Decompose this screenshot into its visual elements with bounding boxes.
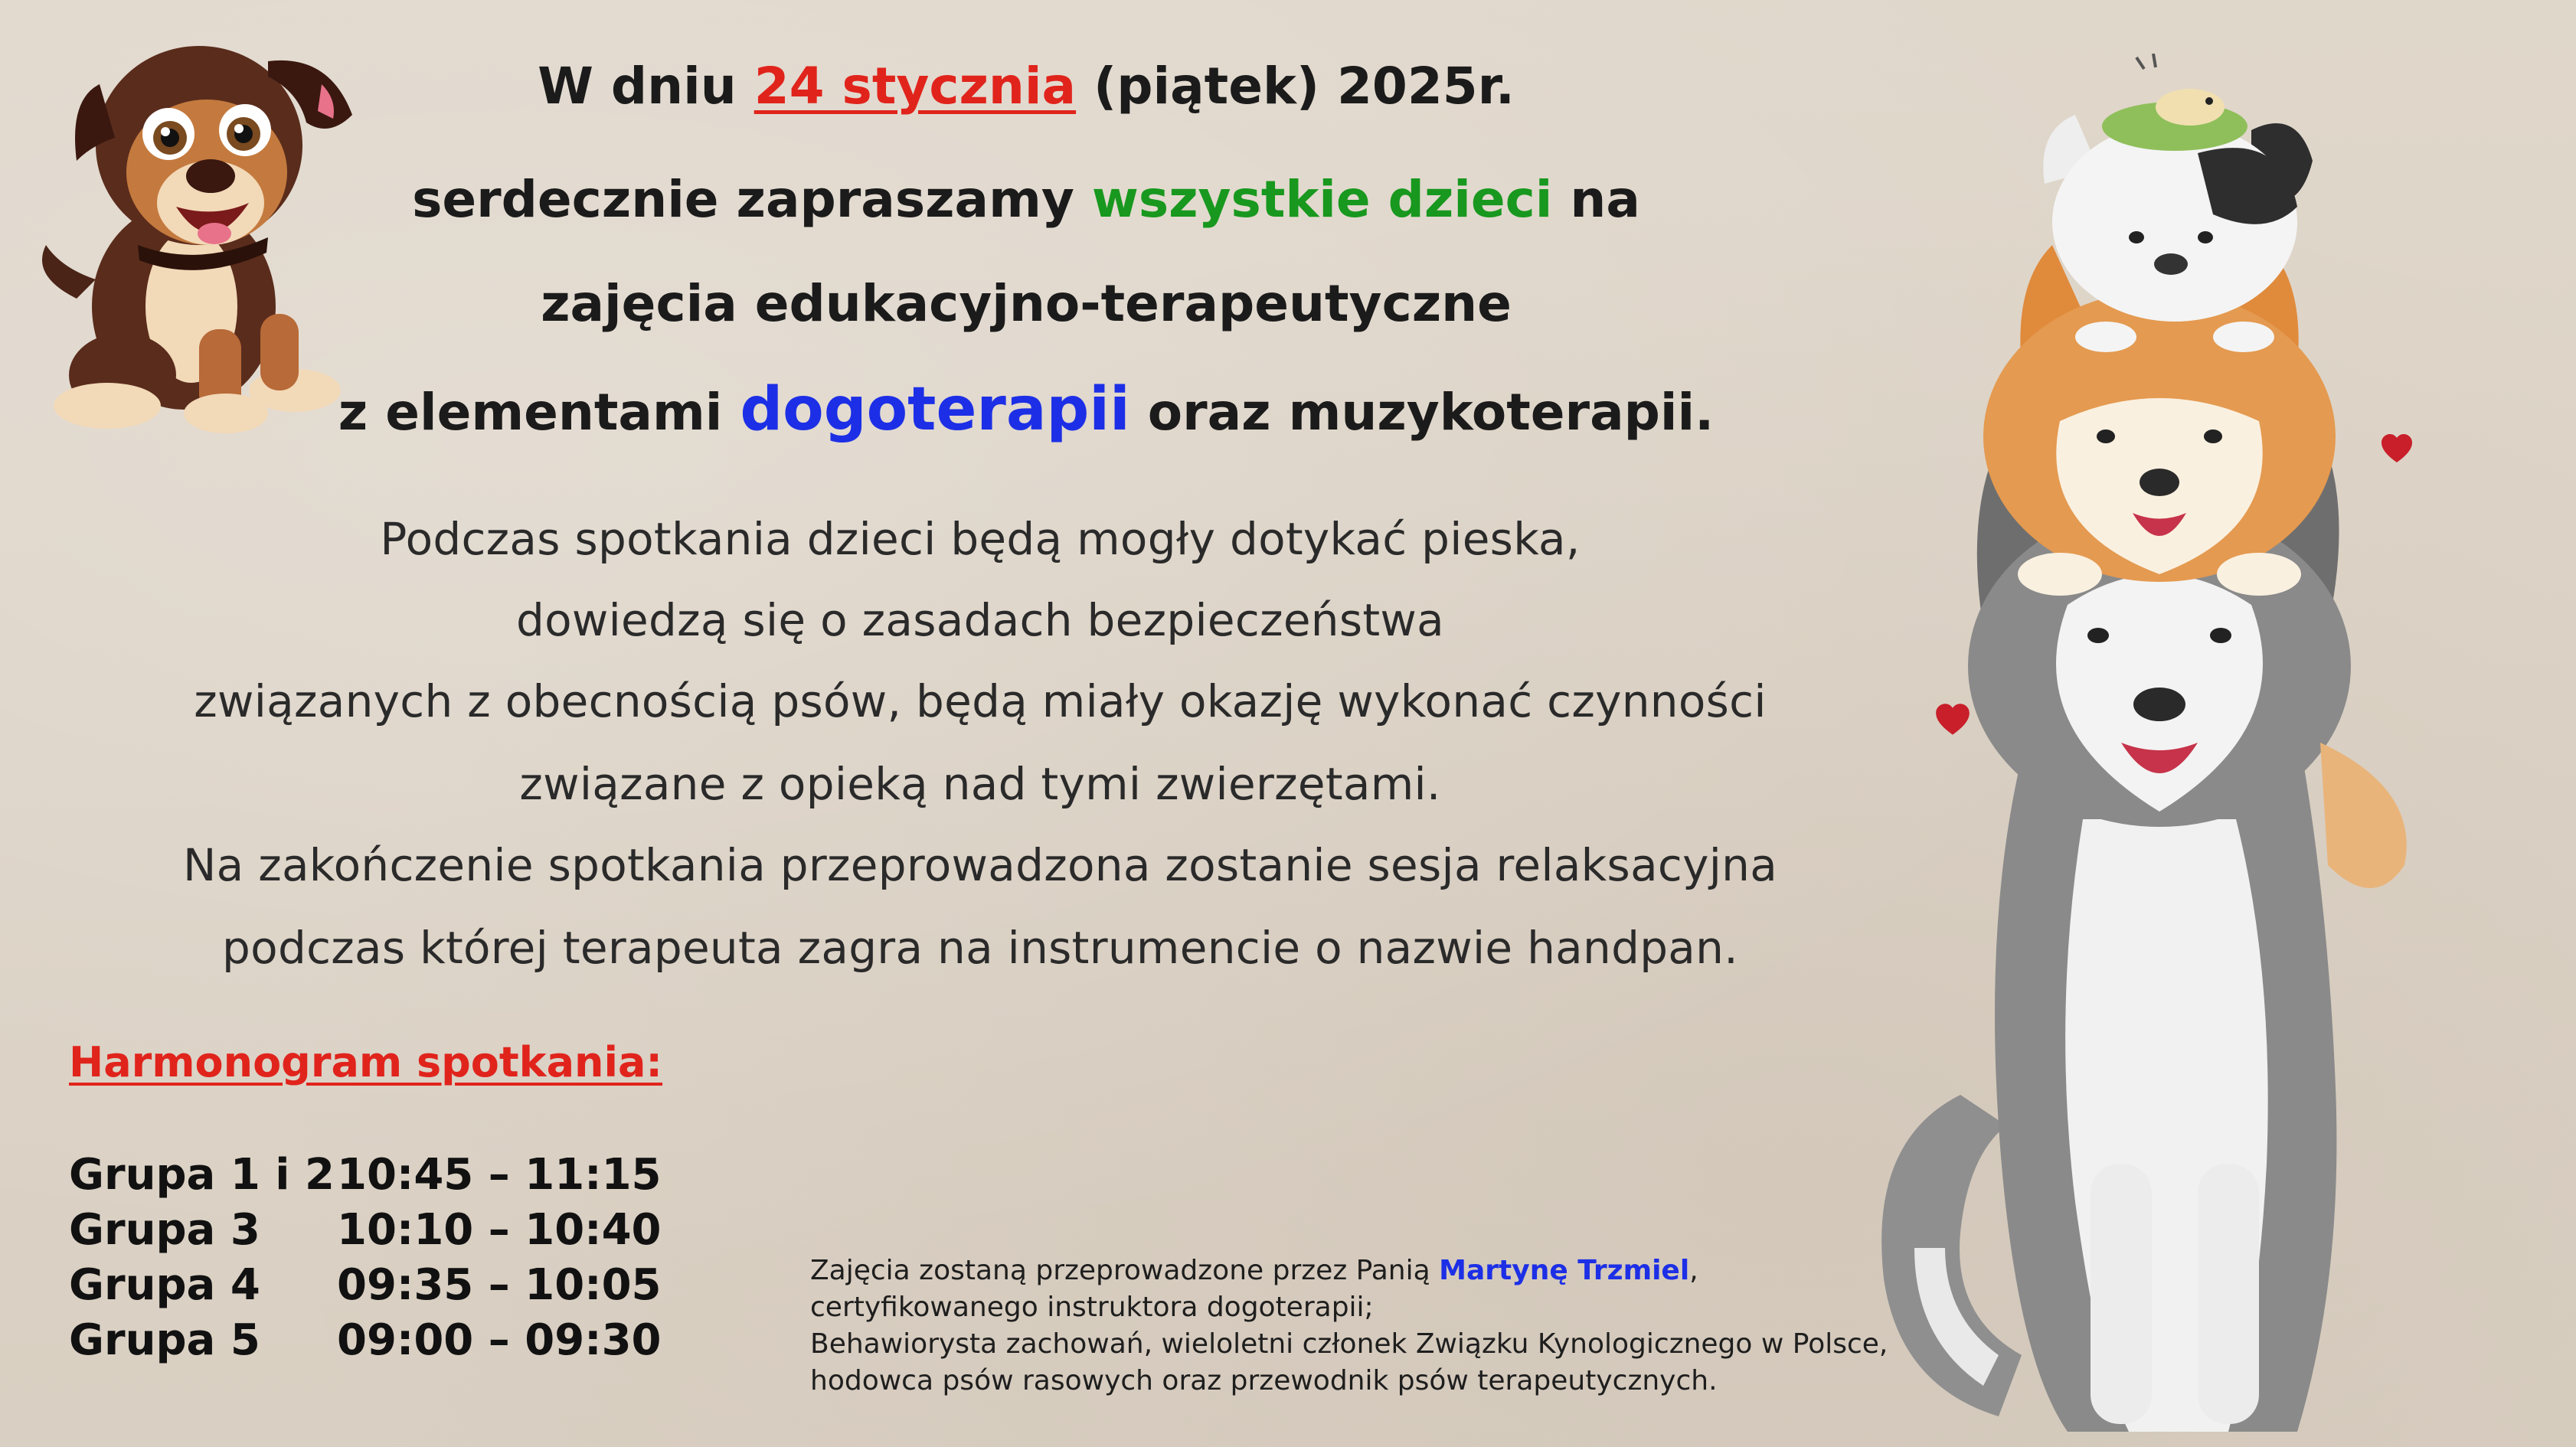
stacked-dogs-illustration (1868, 54, 2481, 1447)
instructor-credits (810, 1253, 2005, 1400)
audience-highlight: wszystkie dzieci (1091, 170, 1553, 229)
credits-comma: , (1689, 1255, 1698, 1286)
credits-line: Behawiorysta zachowań, wieloletni członek Związku Kynologicznego w Polsce, (810, 1328, 1888, 1360)
schedule-title: Harmonogram spotkania: (69, 1038, 663, 1086)
credits-line: hodowca psów rasowych oraz przewodnik psów terapeutycznych. (810, 1365, 1718, 1396)
description-line: dowiedzą się o zasadach bezpieczeństwa (515, 594, 1444, 646)
description-line: Na zakończenie spotkania przeprowadzona zostanie sesja relaksacyjna (182, 839, 1778, 891)
event-date: 24 stycznia (754, 57, 1077, 116)
headline-elements-prefix: z elementami (338, 383, 740, 442)
headline-date-prefix: W dniu (538, 57, 754, 116)
description-line: związanych z obecnością psów, będą miały okazję wykonać czynności (194, 675, 1767, 727)
instructor-name: Martynę Trzmiel (1439, 1255, 1690, 1286)
credits-intro: Zajęcia zostaną przeprowadzone przez Panią (810, 1255, 1440, 1286)
schedule-row (69, 1315, 662, 1365)
headline-invitation (230, 170, 1822, 229)
headline-invitation-suffix: na (1552, 170, 1640, 229)
schedule-group: Grupa 3 (69, 1205, 260, 1255)
headline-date (230, 57, 1822, 116)
headline-activity (230, 274, 1822, 333)
schedule-time: 09:35 – 10:05 (337, 1260, 662, 1310)
description-line: podczas której terapeuta zagra na instrumencie o nazwie handpan. (222, 922, 1738, 974)
schedule-row (69, 1260, 662, 1310)
schedule-time: 10:10 – 10:40 (337, 1205, 662, 1255)
credits-line (810, 1253, 2005, 1289)
schedule-row (69, 1205, 662, 1255)
schedule-row (69, 1150, 662, 1200)
headline-elements-suffix: oraz muzykoterapii. (1129, 383, 1715, 442)
headline-date-suffix: (piątek) 2025r. (1076, 57, 1515, 116)
schedule-group: Grupa 4 (69, 1260, 260, 1310)
credits-line: certyfikowanego instruktora dogoterapii; (810, 1292, 1374, 1323)
schedule-group: Grupa 1 i 2 (69, 1150, 335, 1200)
schedule-group: Grupa 5 (69, 1315, 260, 1365)
dogotherapy-highlight: dogoterapii (740, 375, 1130, 444)
headline-elements (230, 375, 1822, 444)
schedule-time: 09:00 – 09:30 (337, 1315, 662, 1365)
description-line: związane z opieką nad tymi zwierzętami. (519, 758, 1441, 810)
activity-type: zajęcia edukacyjno-terapeutyczne (541, 274, 1512, 333)
schedule-time: 10:45 – 11:15 (337, 1150, 662, 1200)
headline-invitation-prefix: serdecznie zapraszamy (412, 170, 1092, 229)
description-line: Podczas spotkania dzieci będą mogły dotykać pieska, (380, 513, 1581, 565)
